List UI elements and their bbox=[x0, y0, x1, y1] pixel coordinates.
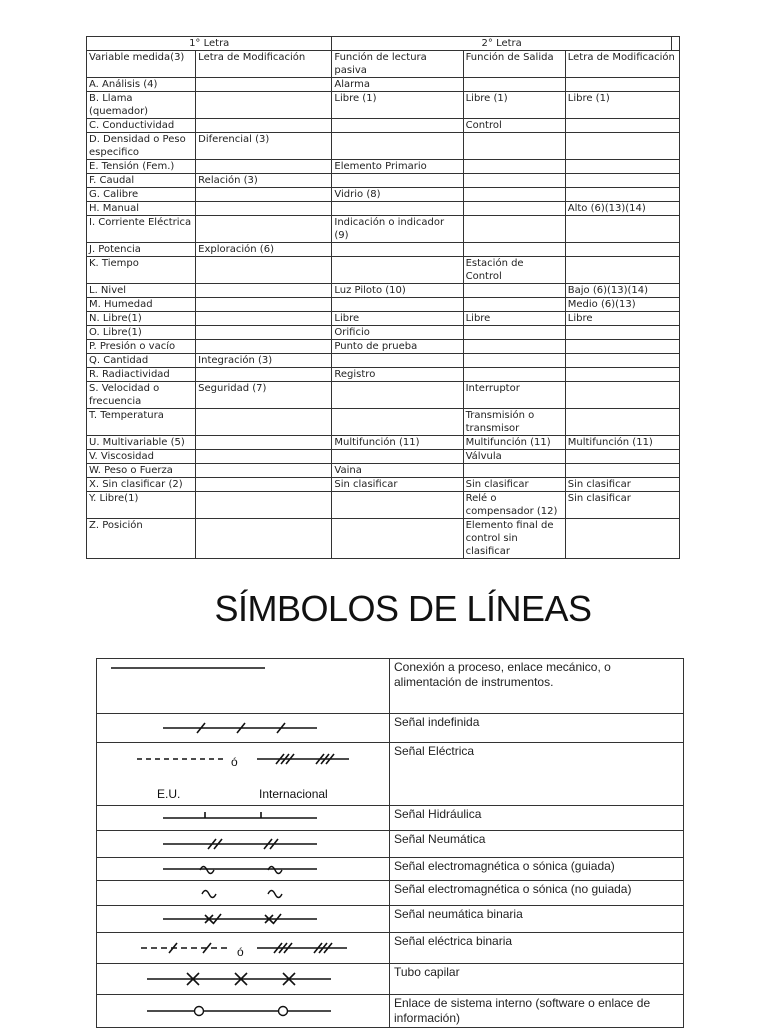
table-cell bbox=[332, 202, 463, 216]
line-symbol-row bbox=[97, 881, 684, 906]
table-cell bbox=[565, 326, 679, 340]
table-cell bbox=[332, 119, 463, 133]
table-row bbox=[87, 284, 680, 298]
table-cell bbox=[196, 492, 332, 519]
line-symbol-row bbox=[97, 831, 684, 858]
table-cell: Z. Posición bbox=[87, 519, 196, 559]
table-cell bbox=[196, 298, 332, 312]
empty-header-cell bbox=[671, 37, 679, 51]
table-cell: O. Libre(1) bbox=[87, 326, 196, 340]
table-cell bbox=[196, 340, 332, 354]
em-guided-signal-graphic bbox=[97, 858, 389, 880]
binary-pneumatic-signal-symbol bbox=[97, 906, 390, 933]
table-cell bbox=[332, 354, 463, 368]
table-cell bbox=[565, 257, 679, 284]
table-cell: F. Caudal bbox=[87, 174, 196, 188]
table-cell bbox=[332, 450, 463, 464]
table-cell bbox=[196, 519, 332, 559]
table-cell: Alto (6)(13)(14) bbox=[565, 202, 679, 216]
table-cell bbox=[463, 174, 565, 188]
line-symbol-row bbox=[97, 933, 684, 964]
electric-signal-symbol bbox=[97, 743, 390, 806]
table-cell: I. Corriente Eléctrica bbox=[87, 216, 196, 243]
table-cell bbox=[196, 478, 332, 492]
table-cell bbox=[463, 284, 565, 298]
or-label: ó bbox=[231, 755, 238, 769]
table-cell: H. Manual bbox=[87, 202, 196, 216]
table-cell bbox=[463, 464, 565, 478]
table-row bbox=[87, 174, 680, 188]
line-symbol-description: Señal indefinida bbox=[390, 714, 684, 743]
table-cell bbox=[332, 257, 463, 284]
table-cell bbox=[463, 78, 565, 92]
line-symbol-row bbox=[97, 806, 684, 831]
table-cell bbox=[463, 243, 565, 257]
line-symbol-row bbox=[97, 743, 684, 806]
table-cell: W. Peso o Fuerza bbox=[87, 464, 196, 478]
table-row bbox=[87, 160, 680, 174]
table-cell: Relé o compensador (12) bbox=[463, 492, 565, 519]
table-cell: N. Libre(1) bbox=[87, 312, 196, 326]
table-cell: Interruptor bbox=[463, 382, 565, 409]
table-row bbox=[87, 216, 680, 243]
column-header: Letra de Modificación bbox=[196, 51, 332, 78]
table-cell: Libre (1) bbox=[332, 92, 463, 119]
table-cell bbox=[463, 202, 565, 216]
table-cell: Vidrio (8) bbox=[332, 188, 463, 202]
table-cell: Elemento Primario bbox=[332, 160, 463, 174]
table-cell bbox=[463, 354, 565, 368]
table-cell: Sin clasificar bbox=[565, 478, 679, 492]
table-row bbox=[87, 188, 680, 202]
second-letter-header: 2° Letra bbox=[332, 37, 672, 51]
line-symbol-description: Señal electromagnética o sónica (guiada) bbox=[390, 858, 684, 881]
table-cell bbox=[196, 326, 332, 340]
table-cell bbox=[196, 464, 332, 478]
table-cell bbox=[196, 409, 332, 436]
table-cell: Libre bbox=[565, 312, 679, 326]
table-cell bbox=[463, 368, 565, 382]
table-row bbox=[87, 354, 680, 368]
table-cell: Punto de prueba bbox=[332, 340, 463, 354]
table-cell bbox=[196, 92, 332, 119]
table-cell bbox=[196, 78, 332, 92]
line-symbol-row bbox=[97, 858, 684, 881]
table-cell: Diferencial (3) bbox=[196, 133, 332, 160]
table-cell bbox=[565, 188, 679, 202]
pneumatic-signal-symbol bbox=[97, 831, 390, 858]
table-cell bbox=[565, 243, 679, 257]
table-cell bbox=[332, 298, 463, 312]
table-cell bbox=[332, 243, 463, 257]
table-cell: Libre (1) bbox=[463, 92, 565, 119]
line-symbols-table bbox=[96, 658, 684, 1028]
table-cell bbox=[332, 174, 463, 188]
table-row bbox=[87, 464, 680, 478]
table-cell bbox=[463, 160, 565, 174]
table-cell: U. Multivariable (5) bbox=[87, 436, 196, 450]
table-cell bbox=[196, 368, 332, 382]
table-cell: J. Potencia bbox=[87, 243, 196, 257]
binary-electric-signal-symbol bbox=[97, 933, 390, 964]
table-cell bbox=[196, 312, 332, 326]
table-row bbox=[87, 519, 680, 559]
electric-signal-graphic bbox=[97, 743, 389, 805]
line-symbol-description: Señal Eléctrica bbox=[390, 743, 684, 806]
table-cell: Exploración (6) bbox=[196, 243, 332, 257]
table-cell bbox=[565, 119, 679, 133]
line-symbol-description: Conexión a proceso, enlace mecánico, o alimentación de instrumentos. bbox=[390, 659, 684, 714]
internal-system-link-symbol bbox=[97, 995, 390, 1028]
table-cell bbox=[463, 326, 565, 340]
line-symbol-row bbox=[97, 995, 684, 1028]
table-cell bbox=[565, 216, 679, 243]
table-cell bbox=[332, 133, 463, 160]
table-row bbox=[87, 326, 680, 340]
table-cell: V. Viscosidad bbox=[87, 450, 196, 464]
table-cell bbox=[463, 188, 565, 202]
table-cell: Libre bbox=[463, 312, 565, 326]
line-symbol-row bbox=[97, 906, 684, 933]
column-header: Letra de Modificación bbox=[565, 51, 679, 78]
table-cell: M. Humedad bbox=[87, 298, 196, 312]
table-cell: Control bbox=[463, 119, 565, 133]
or-label: ó bbox=[237, 945, 244, 959]
binary-pneumatic-signal-graphic bbox=[97, 906, 389, 932]
table-cell: Orificio bbox=[332, 326, 463, 340]
table-row bbox=[87, 450, 680, 464]
table-cell bbox=[196, 436, 332, 450]
hydraulic-signal-graphic bbox=[97, 806, 389, 830]
capillary-tube-graphic bbox=[97, 964, 389, 994]
table-cell: D. Densidad o Peso especifico bbox=[87, 133, 196, 160]
table-cell bbox=[463, 133, 565, 160]
table-cell bbox=[463, 298, 565, 312]
table-cell bbox=[463, 216, 565, 243]
table-cell: Transmisión o transmisor bbox=[463, 409, 565, 436]
table-cell bbox=[463, 340, 565, 354]
table-cell: G. Calibre bbox=[87, 188, 196, 202]
table-cell bbox=[332, 382, 463, 409]
table-cell: Libre bbox=[332, 312, 463, 326]
table-row bbox=[87, 257, 680, 284]
line-symbol-row bbox=[97, 659, 684, 714]
table-cell: Elemento final de control sin clasificar bbox=[463, 519, 565, 559]
table-row bbox=[87, 119, 680, 133]
table-cell bbox=[565, 78, 679, 92]
line-symbol-row bbox=[97, 714, 684, 743]
internal-system-link-graphic bbox=[97, 995, 389, 1027]
line-symbol-description: Señal Hidráulica bbox=[390, 806, 684, 831]
table-cell bbox=[332, 519, 463, 559]
table-row bbox=[87, 312, 680, 326]
table-cell bbox=[196, 450, 332, 464]
table-row bbox=[87, 298, 680, 312]
table-cell bbox=[565, 160, 679, 174]
first-letter-header: 1° Letra bbox=[87, 37, 332, 51]
table-cell: Registro bbox=[332, 368, 463, 382]
line-symbol-description: Señal neumática binaria bbox=[390, 906, 684, 933]
capillary-tube-symbol bbox=[97, 964, 390, 995]
table-cell: Luz Piloto (10) bbox=[332, 284, 463, 298]
indefinite-signal-graphic bbox=[97, 714, 389, 742]
table-cell bbox=[565, 450, 679, 464]
table-cell: Sin clasificar bbox=[332, 478, 463, 492]
table-cell bbox=[196, 216, 332, 243]
table-cell bbox=[196, 257, 332, 284]
table-cell: Válvula bbox=[463, 450, 565, 464]
table-cell bbox=[196, 160, 332, 174]
table-row bbox=[87, 243, 680, 257]
em-unguided-signal-symbol bbox=[97, 881, 390, 906]
table-header-row bbox=[87, 37, 680, 51]
table-cell bbox=[196, 202, 332, 216]
indefinite-signal-symbol bbox=[97, 714, 390, 743]
table-cell: Seguridad (7) bbox=[196, 382, 332, 409]
hydraulic-signal-symbol bbox=[97, 806, 390, 831]
line-symbol-description: Señal Neumática bbox=[390, 831, 684, 858]
table-cell: E. Tensión (Fem.) bbox=[87, 160, 196, 174]
table-cell bbox=[565, 368, 679, 382]
table-cell bbox=[196, 119, 332, 133]
table-cell: Relación (3) bbox=[196, 174, 332, 188]
binary-electric-signal-graphic bbox=[97, 933, 389, 963]
line-symbol-description: Señal electromagnética o sónica (no guiada) bbox=[390, 881, 684, 906]
table-cell: L. Nivel bbox=[87, 284, 196, 298]
table-cell: Alarma bbox=[332, 78, 463, 92]
table-cell: Multifunción (11) bbox=[463, 436, 565, 450]
table-cell: Multifunción (11) bbox=[565, 436, 679, 450]
table-cell: T. Temperatura bbox=[87, 409, 196, 436]
table-cell: Sin clasificar bbox=[565, 492, 679, 519]
table-cell: Libre (1) bbox=[565, 92, 679, 119]
line-symbol-description: Señal eléctrica binaria bbox=[390, 933, 684, 964]
table-cell: Indicación o indicador (9) bbox=[332, 216, 463, 243]
table-row bbox=[87, 133, 680, 160]
line-symbol-description: Enlace de sistema interno (software o enlace de información) bbox=[390, 995, 684, 1028]
eu-label: E.U. bbox=[157, 787, 181, 801]
table-cell: Bajo (6)(13)(14) bbox=[565, 284, 679, 298]
table-row bbox=[87, 492, 680, 519]
table-row bbox=[87, 340, 680, 354]
table-cell bbox=[565, 464, 679, 478]
em-unguided-signal-graphic bbox=[97, 881, 389, 905]
international-label: Internacional bbox=[259, 787, 328, 801]
table-row bbox=[87, 409, 680, 436]
table-cell: X. Sin clasificar (2) bbox=[87, 478, 196, 492]
table-cell: K. Tiempo bbox=[87, 257, 196, 284]
column-header: Función de Salida bbox=[463, 51, 565, 78]
table-cell bbox=[565, 354, 679, 368]
table-cell bbox=[565, 519, 679, 559]
pneumatic-signal-graphic bbox=[97, 831, 389, 857]
table-cell: Integración (3) bbox=[196, 354, 332, 368]
table-row bbox=[87, 382, 680, 409]
table-cell bbox=[332, 409, 463, 436]
table-cell bbox=[565, 382, 679, 409]
column-header-row bbox=[87, 51, 680, 78]
table-cell bbox=[332, 492, 463, 519]
table-cell: R. Radiactividad bbox=[87, 368, 196, 382]
section-title: SÍMBOLOS DE LÍNEAS bbox=[214, 588, 592, 629]
table-row bbox=[87, 368, 680, 382]
table-cell: Medio (6)(13) bbox=[565, 298, 679, 312]
table-cell: Multifunción (11) bbox=[332, 436, 463, 450]
table-cell bbox=[565, 409, 679, 436]
table-cell: A. Análisis (4) bbox=[87, 78, 196, 92]
table-cell: S. Velocidad o frecuencia bbox=[87, 382, 196, 409]
table-cell: Sin clasificar bbox=[463, 478, 565, 492]
table-cell bbox=[565, 133, 679, 160]
table-row bbox=[87, 92, 680, 119]
em-guided-signal-symbol bbox=[97, 858, 390, 881]
table-cell: B. Llama (quemador) bbox=[87, 92, 196, 119]
table-row bbox=[87, 78, 680, 92]
instrument-letters-table bbox=[86, 36, 680, 559]
table-cell: Y. Libre(1) bbox=[87, 492, 196, 519]
table-cell bbox=[565, 174, 679, 188]
solid-line-graphic bbox=[97, 659, 389, 713]
table-row bbox=[87, 202, 680, 216]
table-cell bbox=[196, 284, 332, 298]
table-cell: Q. Cantidad bbox=[87, 354, 196, 368]
table-cell bbox=[196, 188, 332, 202]
table-cell: P. Presión o vacío bbox=[87, 340, 196, 354]
column-header: Variable medida(3) bbox=[87, 51, 196, 78]
solid-line-symbol bbox=[97, 659, 390, 714]
line-symbol-description: Tubo capilar bbox=[390, 964, 684, 995]
line-symbol-row bbox=[97, 964, 684, 995]
table-row bbox=[87, 436, 680, 450]
table-cell bbox=[565, 340, 679, 354]
column-header: Función de lectura pasiva bbox=[332, 51, 463, 78]
table-row bbox=[87, 478, 680, 492]
table-cell: Vaina bbox=[332, 464, 463, 478]
table-cell: Estación de Control bbox=[463, 257, 565, 284]
table-cell: C. Conductividad bbox=[87, 119, 196, 133]
